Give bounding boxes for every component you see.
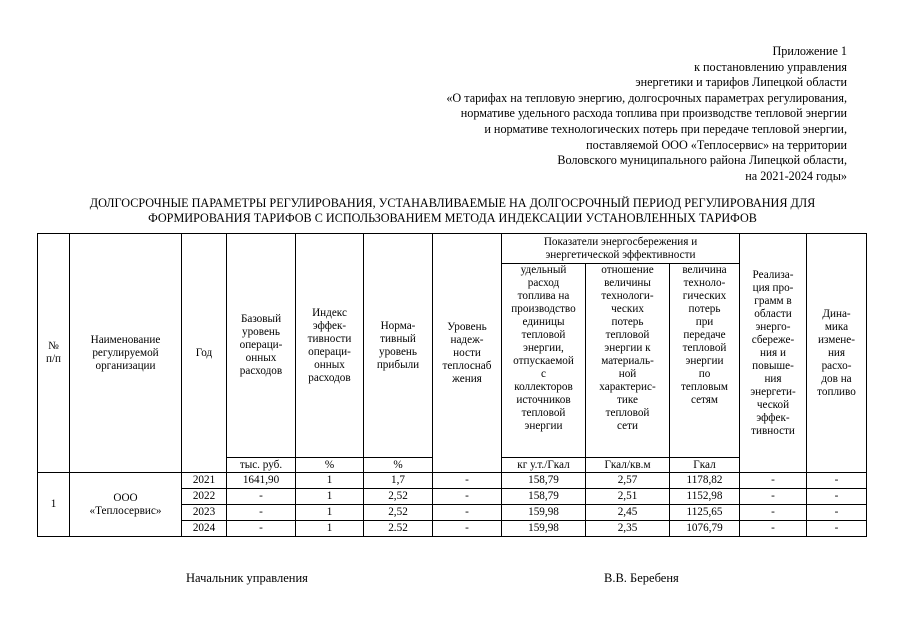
- header-loss-ratio: [586, 264, 670, 458]
- unit-fuel: кг у.т./Гкал: [502, 458, 586, 473]
- appendix-line: и нормативе технологических потерь при передаче тепловой энергии,: [484, 121, 847, 136]
- text-line: при: [695, 316, 714, 328]
- unit-profit: %: [364, 458, 433, 473]
- text-line: Наименование: [90, 333, 161, 346]
- text-line: энергии: [685, 355, 724, 367]
- text-line: тепловой: [521, 407, 566, 419]
- parameters-table: [37, 233, 867, 537]
- cell-index: 1: [296, 473, 364, 489]
- text-line: потерь: [611, 316, 644, 328]
- text-line: производство: [511, 303, 576, 315]
- text-line: «Теплосервис»: [89, 504, 162, 517]
- text-line: энергии к: [604, 342, 651, 354]
- header-programs: [740, 234, 807, 473]
- text-line: измене-: [818, 333, 855, 346]
- text-line: расходов: [308, 371, 351, 384]
- text-line: топливо: [817, 385, 856, 398]
- text-line: регулируемой: [92, 346, 159, 359]
- cell-profit: 2.52: [364, 521, 433, 537]
- text-line: сетям: [690, 394, 719, 406]
- text-line: технологи-: [601, 290, 654, 302]
- cell-profit: 2,52: [364, 489, 433, 505]
- header-fuel-consumption: [502, 264, 586, 458]
- text-line: материаль-: [601, 355, 654, 367]
- cell-loss-value: 1178,82: [670, 473, 740, 489]
- text-line: Норма-: [380, 319, 416, 332]
- cell-base: -: [227, 489, 296, 505]
- text-line: гических: [682, 290, 727, 302]
- header-num: [38, 234, 70, 473]
- cell-year: 2022: [182, 489, 227, 505]
- cell-index: 1: [296, 505, 364, 521]
- text-line: операци-: [239, 339, 283, 351]
- text-line: онных: [314, 358, 345, 371]
- cell-year: 2023: [182, 505, 227, 521]
- text-line: Индекс: [312, 306, 347, 319]
- appendix-line: нормативе удельного расхода топлива при производстве тепловой энергии: [460, 106, 847, 121]
- cell-programs: -: [740, 521, 807, 537]
- header-energy-group: [502, 234, 740, 264]
- appendix-line: энергетики и тарифов Липецкой области: [635, 75, 847, 90]
- unit-base: тыс. руб.: [227, 458, 296, 473]
- text-line: энергетической эффективности: [545, 248, 696, 261]
- text-line: организации: [95, 359, 156, 372]
- text-line: передаче: [683, 329, 726, 341]
- cell-reliability: -: [433, 505, 502, 521]
- cell-base: -: [227, 505, 296, 521]
- text-line: эффек-: [312, 319, 347, 332]
- organization-name: [70, 473, 182, 537]
- unit-index: %: [296, 458, 364, 473]
- text-line: тивности: [751, 424, 795, 437]
- text-line: мика: [824, 320, 849, 333]
- text-line: потерь: [688, 303, 721, 315]
- text-line: Показатели энергосбережения и: [543, 235, 698, 248]
- cell-base: 1641,90: [227, 473, 296, 489]
- cell-loss-ratio: 2,35: [586, 521, 670, 537]
- appendix-header: [327, 44, 847, 184]
- text-line: удельный: [520, 264, 567, 276]
- cell-profit: 2,52: [364, 505, 433, 521]
- cell-loss-ratio: 2,51: [586, 489, 670, 505]
- header-organization: [70, 234, 182, 473]
- text-line: тепловой: [605, 329, 650, 341]
- appendix-line: «О тарифах на тепловую энергию, долгосрочных параметрах регулирования,: [446, 90, 847, 105]
- text-line: п/п: [45, 353, 62, 365]
- cell-profit: 1,7: [364, 473, 433, 489]
- text-line: Уровень: [447, 320, 487, 333]
- text-line: повыше-: [752, 359, 794, 372]
- text-line: по: [698, 368, 711, 380]
- cell-base: -: [227, 521, 296, 537]
- text-line: тике: [617, 394, 638, 406]
- unit-loss-ratio: Гкал/кв.м: [586, 458, 670, 473]
- text-line: расход: [527, 277, 560, 289]
- text-line: техноло-: [683, 277, 726, 289]
- title-line: ДОЛГОСРОЧНЫЕ ПАРАМЕТРЫ РЕГУЛИРОВАНИЯ, УСТАНАВЛИВАЕМЫЕ НА ДОЛГОСРОЧНЫЙ ПЕРИОД РЕГУЛИРОВАНИЯ ДЛЯ: [89, 196, 816, 210]
- text-line: расхо-: [821, 359, 852, 372]
- cell-loss-value: 1152,98: [670, 489, 740, 505]
- signature-name: В.В. Беребеня: [604, 571, 679, 585]
- header-efficiency-index: [296, 234, 364, 458]
- cell-loss-ratio: 2,45: [586, 505, 670, 521]
- text-line: ной: [618, 368, 637, 380]
- cell-loss-value: 1076,79: [670, 521, 740, 537]
- table-row: [38, 473, 867, 489]
- text-line: ООО: [113, 491, 138, 504]
- text-line: надеж-: [450, 333, 484, 346]
- text-line: сети: [617, 420, 638, 432]
- text-line: уровень: [241, 326, 281, 338]
- text-line: грамм в: [754, 294, 792, 307]
- text-line: величины: [604, 277, 651, 289]
- text-line: тепловым: [681, 381, 728, 393]
- text-line: эффек-: [756, 411, 790, 424]
- text-line: с: [541, 368, 546, 380]
- cell-loss-value: 1125,65: [670, 505, 740, 521]
- text-line: онных: [245, 352, 277, 364]
- text-line: №: [48, 340, 59, 352]
- cell-programs: -: [740, 473, 807, 489]
- cell-programs: -: [740, 505, 807, 521]
- text-line: тепловой: [605, 407, 650, 419]
- text-line: энергии: [524, 420, 563, 432]
- appendix-line: Воловского муниципального района Липецкой области,: [557, 153, 847, 168]
- row-number: 1: [38, 473, 70, 537]
- text-line: ческой: [756, 398, 790, 411]
- text-line: тепловой: [682, 342, 727, 354]
- header-year: [182, 234, 227, 473]
- text-line: прибыли: [376, 358, 420, 371]
- unit-loss-value: Гкал: [670, 458, 740, 473]
- cell-programs: -: [740, 489, 807, 505]
- header-profit-level: [364, 234, 433, 458]
- text-line: теплоснаб: [442, 359, 492, 372]
- cell-index: 1: [296, 489, 364, 505]
- text-line: тивности: [307, 332, 352, 345]
- text-line: энерго-: [755, 320, 791, 333]
- cell-dynamics: -: [807, 489, 867, 505]
- text-line: уровень: [378, 345, 418, 358]
- text-line: ция про-: [752, 281, 794, 294]
- cell-reliability: -: [433, 521, 502, 537]
- text-line: ния и: [760, 346, 786, 359]
- cell-index: 1: [296, 521, 364, 537]
- cell-loss-ratio: 2,57: [586, 473, 670, 489]
- text-line: Базовый: [240, 313, 282, 325]
- text-line: энергии,: [523, 342, 564, 354]
- text-line: дов на: [821, 372, 852, 385]
- text-line: единицы: [522, 316, 565, 328]
- text-line: ческих: [611, 303, 644, 315]
- title-line: ФОРМИРОВАНИЯ ТАРИФОВ С ИСПОЛЬЗОВАНИЕМ МЕТОДА ИНДЕКСАЦИИ УСТАНОВЛЕННЫХ ТАРИФОВ: [148, 211, 757, 225]
- cell-year: 2024: [182, 521, 227, 537]
- text-line: ния: [764, 372, 782, 385]
- text-line: Год: [195, 346, 213, 359]
- text-line: источников: [516, 394, 571, 406]
- text-line: тивный: [380, 332, 416, 345]
- text-line: характерис-: [599, 381, 656, 393]
- header-loss-value: [670, 264, 740, 458]
- header-base-costs: [227, 234, 296, 458]
- cell-dynamics: -: [807, 521, 867, 537]
- text-line: топлива на: [517, 290, 570, 302]
- cell-fuel: 159,98: [502, 521, 586, 537]
- header-reliability: [433, 234, 502, 473]
- cell-reliability: -: [433, 473, 502, 489]
- text-line: области: [754, 307, 792, 320]
- text-line: отношение: [601, 264, 654, 276]
- cell-dynamics: -: [807, 505, 867, 521]
- document-title: [20, 196, 885, 226]
- text-line: операци-: [308, 345, 351, 358]
- text-line: ния: [827, 346, 846, 359]
- signature-position: Начальник управления: [186, 571, 308, 585]
- text-line: Реализа-: [752, 268, 794, 281]
- text-line: жения: [452, 372, 482, 385]
- header-dynamics: [807, 234, 867, 473]
- cell-fuel: 158,79: [502, 473, 586, 489]
- cell-dynamics: -: [807, 473, 867, 489]
- appendix-line: на 2021-2024 годы»: [745, 168, 847, 183]
- appendix-line: поставляемой ООО «Теплосервис» на территории: [586, 137, 847, 152]
- appendix-line: Приложение 1: [772, 44, 847, 58]
- text-line: ности: [453, 346, 481, 359]
- text-line: Дина-: [822, 307, 851, 320]
- text-line: коллекторов: [514, 381, 573, 393]
- cell-reliability: -: [433, 489, 502, 505]
- cell-year: 2021: [182, 473, 227, 489]
- text-line: тепловой: [521, 329, 566, 341]
- text-line: величина: [682, 264, 727, 276]
- text-line: сбереже-: [751, 333, 795, 346]
- cell-fuel: 158,79: [502, 489, 586, 505]
- text-line: энергети-: [750, 385, 796, 398]
- cell-fuel: 159,98: [502, 505, 586, 521]
- text-line: отпускаемой: [513, 355, 574, 367]
- text-line: расходов: [239, 365, 283, 377]
- appendix-line: к постановлению управления: [694, 59, 847, 74]
